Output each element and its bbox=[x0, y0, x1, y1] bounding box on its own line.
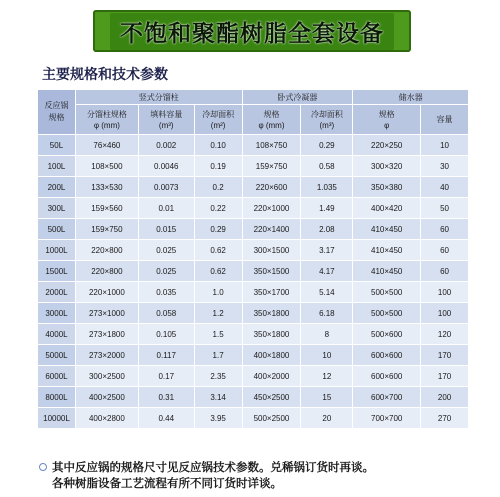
cell-tank-capacity: 40 bbox=[421, 177, 469, 198]
title-banner bbox=[93, 10, 411, 52]
cell-condenser-cooling-area: 1.49 bbox=[301, 198, 353, 219]
cell-column-spec: 220×1000 bbox=[75, 282, 138, 303]
cell-condenser-cooling-area: 20 bbox=[301, 408, 353, 429]
header-column-cooling-area: 冷却面积 (m²) bbox=[194, 105, 242, 135]
cell-condenser-cooling-area: 5.14 bbox=[301, 282, 353, 303]
cell-condenser-cooling-area: 0.29 bbox=[301, 135, 353, 156]
cell-condenser-spec: 300×1500 bbox=[242, 240, 301, 261]
cell-fill-volume: 0.002 bbox=[138, 135, 194, 156]
cell-condenser-spec: 220×1000 bbox=[242, 198, 301, 219]
cell-fill-volume: 0.025 bbox=[138, 240, 194, 261]
table-row bbox=[38, 324, 469, 345]
cell-column-spec: 273×1800 bbox=[75, 324, 138, 345]
cell-reactor-spec: 2000L bbox=[38, 282, 76, 303]
header-tank-group: 储水器 bbox=[353, 90, 469, 105]
cell-fill-volume: 0.01 bbox=[138, 198, 194, 219]
table-row bbox=[38, 156, 469, 177]
header-reactor-spec: 反应锅 规格 bbox=[38, 90, 76, 135]
table-row bbox=[38, 198, 469, 219]
cell-condenser-spec: 350×1500 bbox=[242, 261, 301, 282]
table-row bbox=[38, 240, 469, 261]
cell-condenser-cooling-area: 1.035 bbox=[301, 177, 353, 198]
cell-column-spec: 159×750 bbox=[75, 219, 138, 240]
cell-condenser-spec: 350×1800 bbox=[242, 303, 301, 324]
spec-table-body bbox=[38, 135, 469, 429]
cell-condenser-spec: 400×2000 bbox=[242, 366, 301, 387]
table-row bbox=[38, 219, 469, 240]
cell-condenser-cooling-area: 2.08 bbox=[301, 219, 353, 240]
table-row bbox=[38, 408, 469, 429]
cell-column-cooling-area: 0.2 bbox=[194, 177, 242, 198]
cell-condenser-spec: 400×1800 bbox=[242, 345, 301, 366]
cell-condenser-spec: 350×1800 bbox=[242, 324, 301, 345]
cell-column-cooling-area: 2.35 bbox=[194, 366, 242, 387]
cell-reactor-spec: 8000L bbox=[38, 387, 76, 408]
cell-condenser-cooling-area: 3.17 bbox=[301, 240, 353, 261]
cell-tank-spec: 700×700 bbox=[353, 408, 421, 429]
cell-condenser-spec: 108×750 bbox=[242, 135, 301, 156]
cell-column-cooling-area: 0.62 bbox=[194, 261, 242, 282]
table-row bbox=[38, 366, 469, 387]
cell-condenser-spec: 220×600 bbox=[242, 177, 301, 198]
cell-tank-capacity: 30 bbox=[421, 156, 469, 177]
cell-condenser-spec: 350×1700 bbox=[242, 282, 301, 303]
cell-column-cooling-area: 1.2 bbox=[194, 303, 242, 324]
cell-column-cooling-area: 0.10 bbox=[194, 135, 242, 156]
table-row bbox=[38, 387, 469, 408]
cell-condenser-cooling-area: 0.58 bbox=[301, 156, 353, 177]
cell-column-spec: 273×2000 bbox=[75, 345, 138, 366]
cell-column-cooling-area: 0.22 bbox=[194, 198, 242, 219]
header-condenser-cooling-area: 冷却面积 (m³) bbox=[301, 105, 353, 135]
cell-column-cooling-area: 0.62 bbox=[194, 240, 242, 261]
cell-fill-volume: 0.058 bbox=[138, 303, 194, 324]
cell-column-spec: 108×500 bbox=[75, 156, 138, 177]
cell-tank-capacity: 10 bbox=[421, 135, 469, 156]
note-line bbox=[39, 475, 374, 491]
cell-condenser-spec: 500×2500 bbox=[242, 408, 301, 429]
cell-fill-volume: 0.105 bbox=[138, 324, 194, 345]
section-title: 主要规格和技术参数 bbox=[42, 67, 168, 83]
cell-tank-spec: 410×450 bbox=[353, 219, 421, 240]
cell-tank-spec: 500×500 bbox=[353, 303, 421, 324]
cell-column-spec: 76×460 bbox=[75, 135, 138, 156]
cell-tank-capacity: 100 bbox=[421, 303, 469, 324]
cell-condenser-spec: 220×1400 bbox=[242, 219, 301, 240]
cell-tank-capacity: 170 bbox=[421, 345, 469, 366]
cell-reactor-spec: 1500L bbox=[38, 261, 76, 282]
title-banner-inner bbox=[110, 13, 394, 50]
cell-column-cooling-area: 3.14 bbox=[194, 387, 242, 408]
cell-tank-spec: 350×380 bbox=[353, 177, 421, 198]
cell-tank-capacity: 60 bbox=[421, 261, 469, 282]
header-column-group: 竖式分馏柱 bbox=[75, 90, 242, 105]
cell-reactor-spec: 3000L bbox=[38, 303, 76, 324]
header-fill-volume: 填料容量 (m³) bbox=[138, 105, 194, 135]
cell-condenser-cooling-area: 6.18 bbox=[301, 303, 353, 324]
cell-fill-volume: 0.025 bbox=[138, 261, 194, 282]
cell-column-spec: 220×800 bbox=[75, 240, 138, 261]
cell-reactor-spec: 4000L bbox=[38, 324, 76, 345]
cell-column-cooling-area: 1.0 bbox=[194, 282, 242, 303]
cell-condenser-cooling-area: 15 bbox=[301, 387, 353, 408]
cell-tank-spec: 500×500 bbox=[353, 282, 421, 303]
cell-fill-volume: 0.0046 bbox=[138, 156, 194, 177]
cell-tank-capacity: 50 bbox=[421, 198, 469, 219]
cell-condenser-cooling-area: 8 bbox=[301, 324, 353, 345]
cell-reactor-spec: 6000L bbox=[38, 366, 76, 387]
cell-column-spec: 273×1000 bbox=[75, 303, 138, 324]
cell-tank-spec: 300×320 bbox=[353, 156, 421, 177]
cell-tank-capacity: 270 bbox=[421, 408, 469, 429]
cell-fill-volume: 0.44 bbox=[138, 408, 194, 429]
note-line bbox=[39, 459, 374, 475]
cell-tank-capacity: 120 bbox=[421, 324, 469, 345]
cell-fill-volume: 0.035 bbox=[138, 282, 194, 303]
cell-column-cooling-area: 0.19 bbox=[194, 156, 242, 177]
cell-tank-spec: 600×700 bbox=[353, 387, 421, 408]
cell-condenser-cooling-area: 12 bbox=[301, 366, 353, 387]
table-row bbox=[38, 261, 469, 282]
cell-reactor-spec: 10000L bbox=[38, 408, 76, 429]
table-row bbox=[38, 177, 469, 198]
cell-column-cooling-area: 1.5 bbox=[194, 324, 242, 345]
table-row bbox=[38, 303, 469, 324]
cell-tank-spec: 600×600 bbox=[353, 345, 421, 366]
cell-column-cooling-area: 1.7 bbox=[194, 345, 242, 366]
cell-tank-capacity: 170 bbox=[421, 366, 469, 387]
note-text: 各种树脂设备工艺流程有所不同订货时详谈。 bbox=[52, 476, 282, 490]
cell-tank-spec: 400×420 bbox=[353, 198, 421, 219]
cell-condenser-cooling-area: 4.17 bbox=[301, 261, 353, 282]
cell-condenser-cooling-area: 10 bbox=[301, 345, 353, 366]
cell-reactor-spec: 1000L bbox=[38, 240, 76, 261]
cell-tank-capacity: 200 bbox=[421, 387, 469, 408]
header-condenser-group: 卧式冷凝器 bbox=[242, 90, 353, 105]
cell-fill-volume: 0.0073 bbox=[138, 177, 194, 198]
table-row bbox=[38, 345, 469, 366]
cell-reactor-spec: 100L bbox=[38, 156, 76, 177]
spec-table bbox=[37, 89, 469, 429]
header-column-spec: 分馏柱规格 φ (mm) bbox=[75, 105, 138, 135]
cell-column-spec: 300×2500 bbox=[75, 366, 138, 387]
cell-fill-volume: 0.015 bbox=[138, 219, 194, 240]
cell-column-spec: 133×530 bbox=[75, 177, 138, 198]
cell-column-spec: 400×2500 bbox=[75, 387, 138, 408]
header-tank-spec: 规格 φ bbox=[353, 105, 421, 135]
table-row bbox=[38, 135, 469, 156]
cell-condenser-spec: 159×750 bbox=[242, 156, 301, 177]
cell-fill-volume: 0.17 bbox=[138, 366, 194, 387]
header-tank-capacity: 容量 bbox=[421, 105, 469, 135]
cell-column-cooling-area: 0.29 bbox=[194, 219, 242, 240]
table-row bbox=[38, 282, 469, 303]
header-condenser-spec: 规格 φ (mm) bbox=[242, 105, 301, 135]
cell-tank-capacity: 60 bbox=[421, 219, 469, 240]
cell-tank-spec: 220×250 bbox=[353, 135, 421, 156]
cell-column-spec: 220×800 bbox=[75, 261, 138, 282]
bullet-icon bbox=[39, 463, 47, 471]
page-title: 不饱和聚酯树脂全套设备 bbox=[120, 20, 384, 47]
cell-fill-volume: 0.31 bbox=[138, 387, 194, 408]
cell-reactor-spec: 50L bbox=[38, 135, 76, 156]
cell-column-cooling-area: 3.95 bbox=[194, 408, 242, 429]
cell-tank-spec: 600×600 bbox=[353, 366, 421, 387]
cell-condenser-spec: 450×2500 bbox=[242, 387, 301, 408]
cell-tank-spec: 410×450 bbox=[353, 261, 421, 282]
cell-fill-volume: 0.117 bbox=[138, 345, 194, 366]
cell-reactor-spec: 500L bbox=[38, 219, 76, 240]
cell-reactor-spec: 5000L bbox=[38, 345, 76, 366]
note-text: 其中反应锅的规格尺寸见反应锅技术参数。兑稀锅订货时再谈。 bbox=[52, 460, 374, 474]
cell-tank-spec: 500×600 bbox=[353, 324, 421, 345]
cell-reactor-spec: 200L bbox=[38, 177, 76, 198]
cell-reactor-spec: 300L bbox=[38, 198, 76, 219]
cell-tank-capacity: 60 bbox=[421, 240, 469, 261]
cell-column-spec: 159×560 bbox=[75, 198, 138, 219]
cell-tank-spec: 410×450 bbox=[353, 240, 421, 261]
cell-column-spec: 400×2800 bbox=[75, 408, 138, 429]
notes bbox=[39, 459, 374, 491]
cell-tank-capacity: 100 bbox=[421, 282, 469, 303]
